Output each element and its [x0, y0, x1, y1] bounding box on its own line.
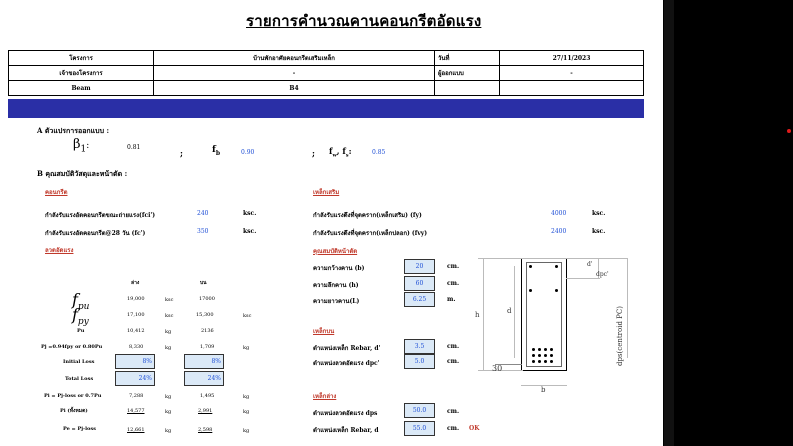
pi-total-label: Pi (ทั้งหมด) [60, 408, 88, 414]
fpu-unit: ksc [165, 297, 174, 303]
ok-status: OK [469, 425, 480, 432]
dps-tag: dps(centroid PC) [616, 306, 624, 366]
fpy-unit: ksc [165, 313, 174, 319]
rebar-heading: เหล็กเสริม [313, 189, 340, 196]
l-input[interactable]: 6.25 [404, 292, 435, 307]
fpu-top[interactable]: 17000 [199, 296, 215, 302]
pe-label: Pe = Pj-loss [63, 426, 96, 432]
fc-value[interactable]: 350 [197, 228, 209, 235]
tendon-dot [550, 360, 553, 363]
top-steel-heading: เหล็กบน [313, 328, 335, 335]
pu-label: Pu [77, 328, 85, 334]
initial-loss-label: Initial Loss [63, 359, 95, 365]
pe-unit-2: kg [243, 428, 250, 434]
tendon-dot [550, 348, 553, 351]
tendon-dot [544, 354, 547, 357]
rebar-dot [529, 289, 532, 292]
dprime-unit: cm. [447, 343, 460, 350]
project-value[interactable]: บ้านพักอาศัยคอนกรีตเสริมเหล็ก [154, 51, 435, 66]
pi-label: Pi = Pj-loss or 0.7Pu [44, 393, 102, 399]
rebar-dot [529, 265, 532, 268]
designer-label: ผู้ออกแบบ [435, 66, 500, 81]
pi-total-unit-2: kg [243, 409, 250, 415]
dps-input[interactable]: 50.0 [404, 403, 435, 418]
pe-bottom[interactable]: 12,661 [127, 427, 145, 433]
blank-cell [435, 81, 500, 96]
dimension-line [483, 258, 484, 370]
fpy-top[interactable]: 15,300 [196, 312, 214, 318]
pj-unit: kg [165, 345, 172, 351]
pi-unit: kg [165, 394, 172, 400]
tendon-heading: ลวดอัดแรง [45, 247, 74, 254]
section-a-heading: A ตัวแปรการออกแบบ : [37, 126, 110, 135]
fpy-bottom[interactable]: 17,100 [127, 312, 145, 318]
d-input[interactable]: 55.0 [404, 421, 435, 436]
separator: ; [312, 148, 315, 158]
pj-label: Pj =0.94fpy or 0.80Pu [41, 344, 103, 350]
tendon-dot [538, 354, 541, 357]
beam-outline [521, 258, 522, 370]
date-label: วันที่ [435, 51, 500, 66]
b-tag: b [541, 386, 546, 394]
owner-label: เจ้าของโครงการ [9, 66, 154, 81]
total-loss-label: Total Loss [65, 376, 94, 382]
d-unit: cm. [447, 425, 460, 432]
col-top-header: บน [200, 280, 207, 286]
rebar-dot [555, 265, 558, 268]
beam-outline [521, 370, 567, 371]
fpy-label: $f_{py}$ [72, 305, 89, 328]
fc-label: กำลังรับแรงอัดคอนกรีต@28 วัน (fc') [45, 230, 146, 237]
fvy-label: กำลังรับแรงดึงที่จุดคราก(เหล็กปลอก) (fvy) [313, 230, 428, 237]
owner-value[interactable]: - [154, 66, 435, 81]
dimension-line [627, 258, 628, 358]
concrete-heading: คอนกรีต [45, 189, 68, 196]
fpu-label: $f_{pu}$ [72, 290, 90, 313]
cursor-marker-icon [787, 129, 791, 133]
cover-tag: 30 [492, 364, 503, 373]
project-label: โครงการ [9, 51, 154, 66]
d-tag: d [507, 307, 512, 315]
fc-unit: ksc. [243, 228, 257, 235]
fvy-value[interactable]: 2400 [551, 228, 567, 235]
beta-symbol: $\beta_1$: [73, 137, 90, 155]
fy-value[interactable]: 4000 [551, 210, 567, 217]
stirrup [526, 366, 562, 367]
section-b-heading: B คุณสมบัติวัสดุและหน้าตัด : [37, 169, 128, 178]
dps-unit: cm. [447, 408, 460, 415]
separator: ; [180, 148, 183, 158]
dimension-line [514, 266, 515, 358]
h-input[interactable]: 60 [404, 276, 435, 291]
fw-symbol: $f_w$, $f_s$: [329, 146, 352, 159]
beta-value[interactable]: 0.81 [127, 144, 141, 151]
b-label: ความกว้างคาน (b) [313, 265, 365, 272]
pe-unit: kg [165, 428, 172, 434]
beam-outline [566, 258, 567, 370]
fci-label: กำลังรับแรงอัดคอนกรีตขณะถ่ายแรง(fci') [45, 212, 156, 219]
b-unit: cm. [447, 263, 460, 270]
fvy-unit: ksc. [592, 228, 606, 235]
section-props-heading: คุณสมบัติหน้าตัด [313, 248, 358, 255]
stirrup [561, 262, 562, 366]
dimension-line [566, 278, 600, 279]
fpu-bottom[interactable]: 19,000 [127, 296, 145, 302]
tendon-dot [544, 348, 547, 351]
fci-value[interactable]: 240 [197, 210, 209, 217]
designer-value[interactable]: - [500, 66, 644, 81]
initial-loss-bottom[interactable]: 8% [115, 354, 155, 369]
dps-label: ตำแหน่งลวดอัดแรง dps [313, 410, 378, 417]
h-tag: h [475, 311, 480, 319]
tendon-dot [532, 360, 535, 363]
fci-unit: ksc. [243, 210, 257, 217]
initial-loss-top[interactable]: 8% [184, 354, 224, 369]
fw-value[interactable]: 0.85 [372, 149, 386, 156]
tendon-dot [550, 354, 553, 357]
tendon-dot [538, 348, 541, 351]
fpy-unit-2: ksc [243, 313, 252, 319]
tendon-dot [544, 360, 547, 363]
total-loss-bottom[interactable]: 24% [115, 371, 155, 386]
pi-top[interactable]: 1,495 [200, 393, 215, 399]
pi-total-top[interactable]: 2,991 [198, 408, 213, 414]
pi-unit-2: kg [243, 394, 250, 400]
beam-value[interactable]: B4 [154, 81, 435, 96]
date-value[interactable]: 27/11/2023 [500, 51, 644, 66]
h-label: ความลึกคาน (h) [313, 282, 359, 289]
l-unit: m. [447, 296, 456, 303]
b-input[interactable]: 20 [404, 259, 435, 274]
col-bottom-header: ล่าง [131, 280, 140, 286]
dpc-tag: dpc' [596, 271, 609, 278]
dpc-label: ตำแหน่งลวดอัดแรง dpc' [313, 360, 380, 367]
pj-bottom[interactable]: 8,330 [129, 344, 144, 350]
pu-bottom[interactable]: 10,412 [127, 328, 145, 334]
h-unit: cm. [447, 280, 460, 287]
blank-cell [500, 81, 644, 96]
fy-unit: ksc. [592, 210, 606, 217]
page-title: รายการคำนวณคานคอนกรีตอัดแรง [246, 12, 482, 30]
pi-total-unit: kg [165, 409, 172, 415]
d-label: ตำแหน่งเหล็ก Rebar, d [313, 427, 379, 434]
dprime-input[interactable]: 3.5 [404, 339, 435, 354]
rebar-dot [555, 289, 558, 292]
dpc-unit: cm. [447, 358, 460, 365]
vertical-scrollbar[interactable] [664, 0, 674, 446]
project-info-table [8, 50, 644, 96]
pi-bottom[interactable]: 7,288 [129, 393, 144, 399]
phi-symbol: $f_b$ [212, 145, 221, 157]
pu-top[interactable]: 2136 [201, 328, 214, 334]
phi-value[interactable]: 0.90 [241, 149, 255, 156]
beam-label: Beam [9, 81, 154, 96]
tendon-dot [532, 354, 535, 357]
pj-unit-2: kg [243, 345, 250, 351]
stirrup [526, 262, 527, 366]
bottom-steel-heading: เหล็กล่าง [313, 393, 337, 400]
l-label: ความยาวคาน(L) [313, 298, 360, 305]
stirrup [526, 262, 562, 263]
d-prime-tag: d' [587, 261, 593, 268]
pj-top[interactable]: 1,709 [200, 344, 215, 350]
tendon-dot [532, 348, 535, 351]
pe-top[interactable]: 2,598 [198, 427, 213, 433]
tendon-dot [538, 360, 541, 363]
dprime-label: ตำแหน่งเหล็ก Rebar, d' [313, 345, 381, 352]
total-loss-top[interactable]: 24% [184, 371, 224, 386]
pu-unit: kg [165, 329, 172, 335]
dimension-line [478, 258, 628, 259]
fy-label: กำลังรับแรงดึงที่จุดคราก(เหล็กเสริม) (fy) [313, 212, 422, 219]
dpc-input[interactable]: 5.0 [404, 354, 435, 369]
header-band [8, 99, 644, 118]
pi-total-bottom[interactable]: 14,577 [127, 408, 145, 414]
